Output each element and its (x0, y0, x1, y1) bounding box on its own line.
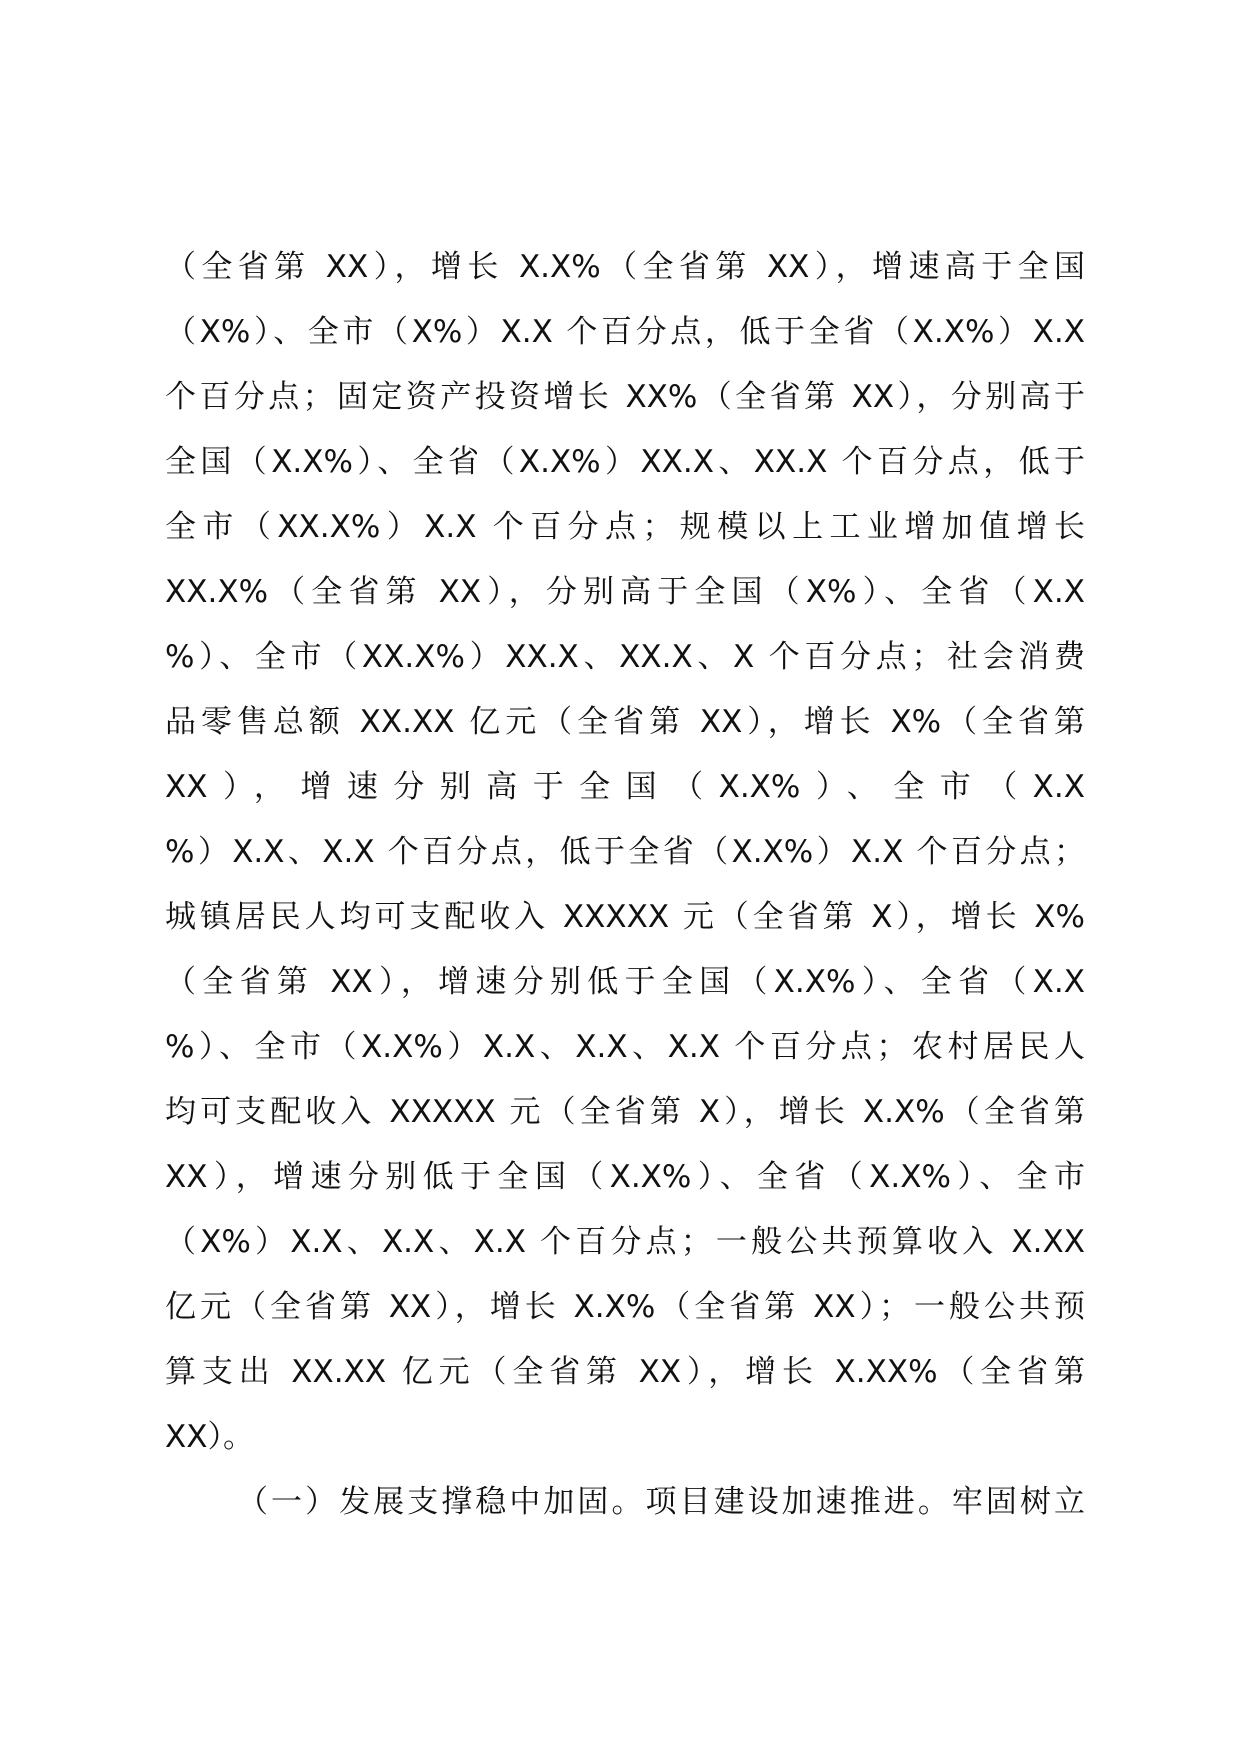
text-line: （X%）X.X、X.X、X.X 个百分点；一般公共预算收入 X.XX (165, 1224, 1085, 1260)
text-line: %）X.X、X.X 个百分点，低于全省（X.X%）X.X 个百分点； (165, 834, 1085, 870)
text-line: 算支出 XX.XX 亿元（全省第 XX），增长 X.XX%（全省第 (165, 1354, 1085, 1390)
text-line: 城镇居民人均可支配收入 XXXXX 元（全省第 X），增长 X% (165, 899, 1085, 935)
text-line: XX），增速分别低于全国（X.X%）、全省（X.X%）、全市 (165, 1159, 1085, 1195)
text-line: 全国（X.X%）、全省（X.X%）XX.X、XX.X 个百分点，低于 (165, 444, 1085, 480)
text-line: 均可支配收入 XXXXX 元（全省第 X），增长 X.X%（全省第 (165, 1094, 1085, 1130)
text-line: XX）。 (165, 1419, 254, 1455)
text-line: XX），增速分别高于全国（X.X%）、全市（X.X (165, 769, 1085, 805)
text-line: XX.X%（全省第 XX），分别高于全国（X%）、全省（X.X (165, 574, 1085, 610)
section-heading-line: （一）发展支撑稳中加固。项目建设加速推进。牢固树立 (237, 1484, 1085, 1520)
text-line: 亿元（全省第 XX），增长 X.X%（全省第 XX）；一般公共预 (165, 1289, 1085, 1325)
text-line: %）、全市（XX.X%）XX.X、XX.X、X 个百分点；社会消费 (165, 639, 1085, 675)
text-line: 个百分点；固定资产投资增长 XX%（全省第 XX），分别高于 (165, 379, 1085, 415)
text-line: %）、全市（X.X%）X.X、X.X、X.X 个百分点；农村居民人 (165, 1029, 1085, 1065)
text-line: （X%）、全市（X%）X.X 个百分点，低于全省（X.X%）X.X (165, 314, 1085, 350)
body-text (165, 235, 1085, 1535)
text-line: （全省第 XX），增长 X.X%（全省第 XX），增速高于全国 (165, 249, 1085, 285)
text-line: 全市（XX.X%）X.X 个百分点；规模以上工业增加值增长 (165, 509, 1085, 545)
text-line: 品零售总额 XX.XX 亿元（全省第 XX），增长 X%（全省第 (165, 704, 1085, 740)
text-line: （全省第 XX），增速分别低于全国（X.X%）、全省（X.X (165, 964, 1085, 1000)
